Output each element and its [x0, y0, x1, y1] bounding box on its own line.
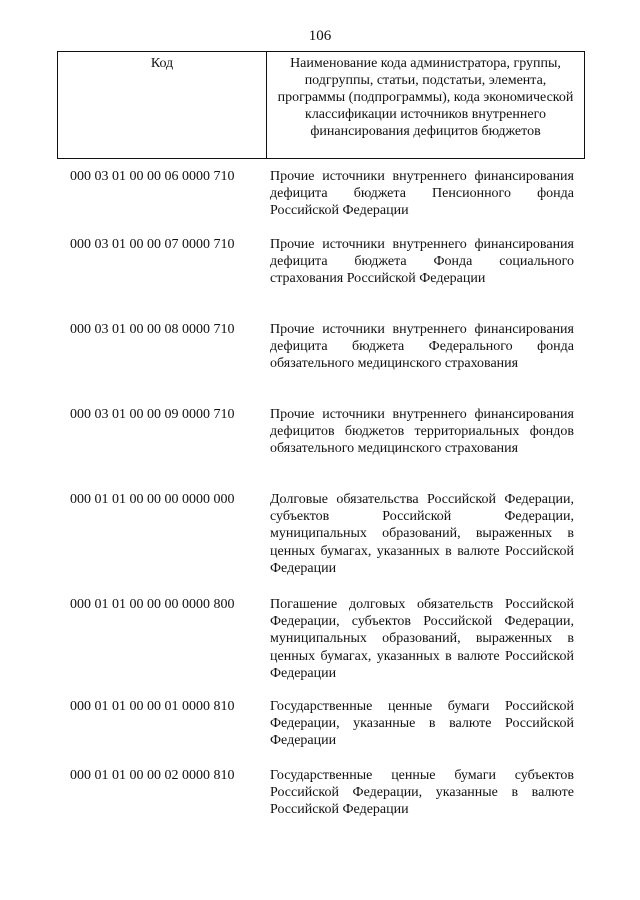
header-name-cell: Наименование кода администратора, группы, подгруппы, статьи, подстатьи, элемента, программы (подпрограммы), кода экономической классификации источников внутреннего финансирования дефицитов бюджетов: [277, 56, 574, 139]
row-code: 000 01 01 00 00 00 0000 000: [70, 492, 235, 507]
row-code: 000 03 01 00 00 07 0000 710: [70, 237, 235, 252]
row-name: Прочие источники внутреннего финансирования дефицита бюджета Фонда социального страхования Российской Федерации: [270, 237, 574, 287]
row-name: Прочие источники внутреннего финансирования дефицита бюджета Федерального фонда обязательного медицинского страхования: [270, 322, 574, 372]
header-code-cell: Код: [58, 52, 267, 158]
row-code: 000 03 01 00 00 09 0000 710: [70, 407, 235, 422]
row-name: Погашение долговых обязательств Российской Федерации, субъектов Российской Федерации, муниципальных образований, выраженных в ценных бумагах, указанных в валюте Российской Федерации: [270, 597, 574, 681]
row-name: Государственные ценные бумаги Российской Федерации, указанные в валюте Российской Федерации: [270, 699, 574, 749]
row-name: Государственные ценные бумаги субъектов Российской Федерации, указанные в валюте Российской Федерации: [270, 768, 574, 818]
row-name: Прочие источники внутреннего финансирования дефицитов бюджетов территориальных фондов обязательного медицинского страхования: [270, 407, 574, 457]
table-header: [57, 51, 585, 159]
row-code: 000 03 01 00 00 06 0000 710: [70, 169, 235, 184]
page-number: 106: [308, 28, 332, 44]
row-name: Прочие источники внутреннего финансирования дефицита бюджета Пенсионного фонда Российской Федерации: [270, 169, 574, 219]
row-code: 000 01 01 00 00 02 0000 810: [70, 768, 235, 783]
row-code: 000 01 01 00 00 00 0000 800: [70, 597, 235, 612]
row-code: 000 03 01 00 00 08 0000 710: [70, 322, 235, 337]
row-code: 000 01 01 00 00 01 0000 810: [70, 699, 235, 714]
row-name: Долговые обязательства Российской Федерации, субъектов Российской Федерации, муниципальных образований, выраженных в ценных бумагах, указанных в валюте Российской Федерации: [270, 492, 574, 576]
